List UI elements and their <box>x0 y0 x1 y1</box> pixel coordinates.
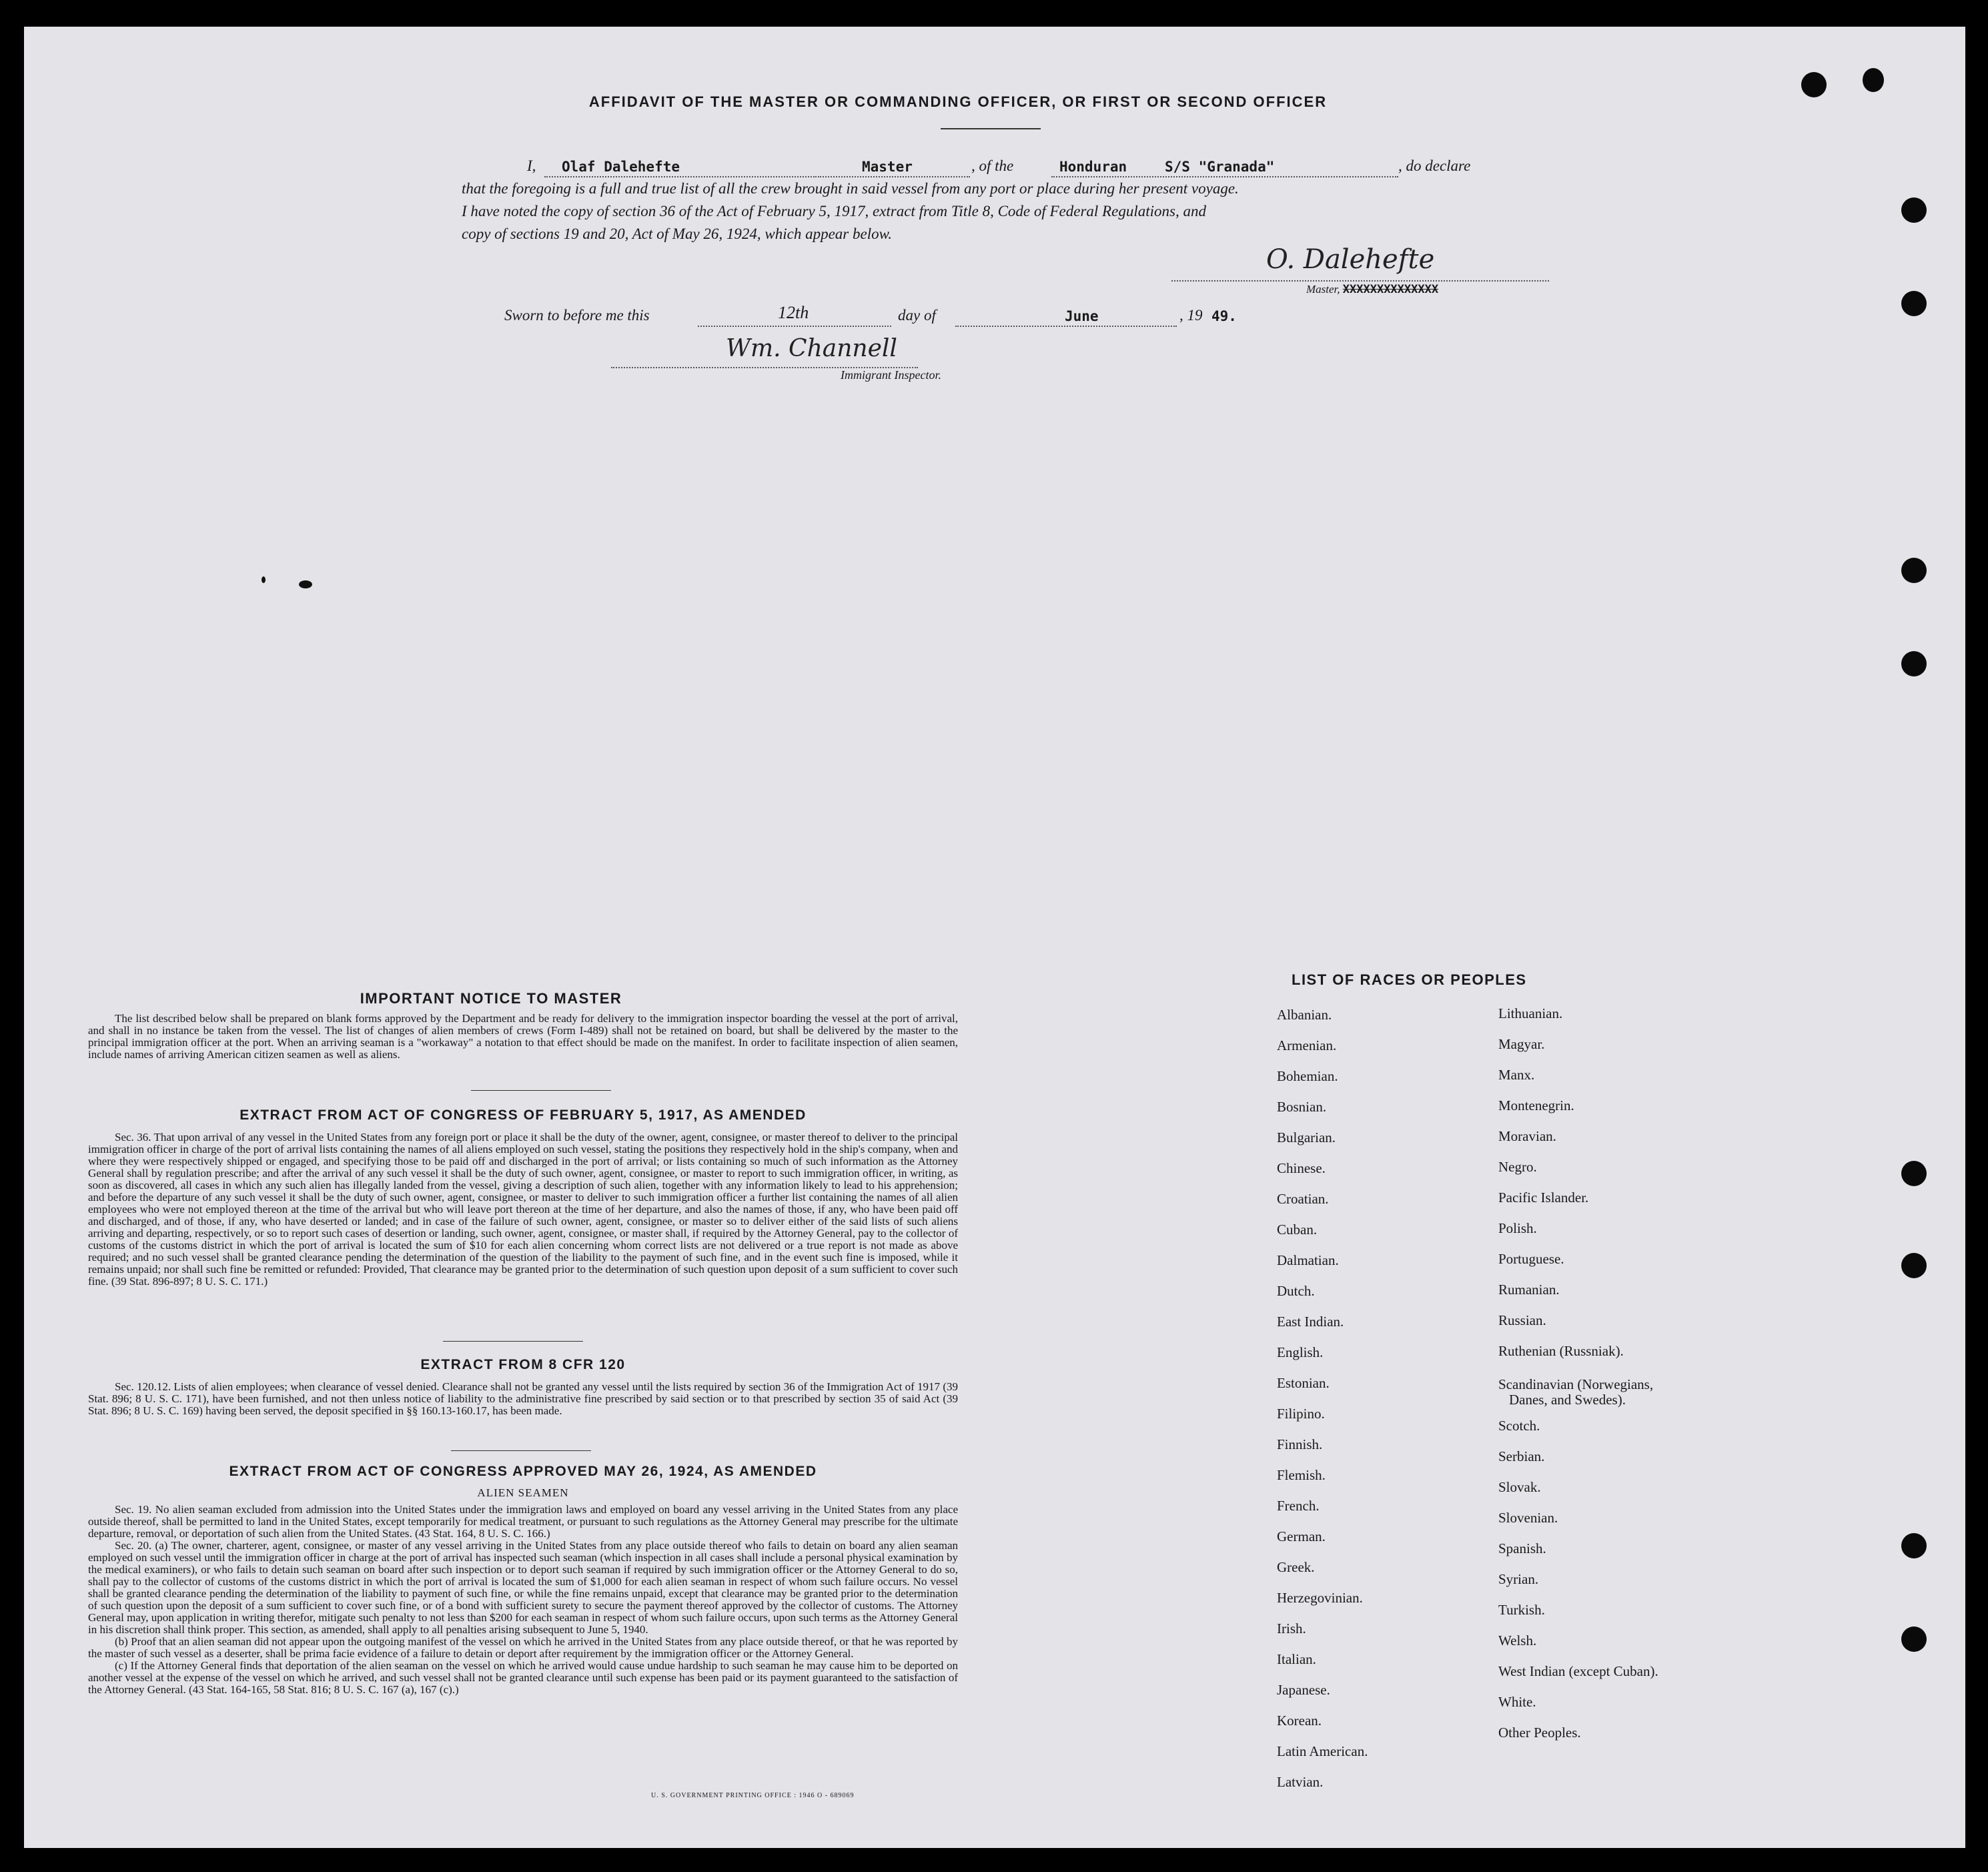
punch-hole-icon <box>1901 291 1927 316</box>
race-list-item: Latvian. <box>1277 1774 1324 1790</box>
master-label <box>1306 283 1438 296</box>
struck-out-label: XXXXXXXXXXXXXX <box>1342 283 1439 296</box>
race-list-item: Syrian. <box>1498 1571 1539 1587</box>
extract-cfr-title: EXTRACT FROM 8 CFR 120 <box>420 1357 626 1372</box>
section-20b-paragraph: (b) Proof that an alien seaman did not appear upon the outgoing manifest of the vessel on which he arrived in the United States from any place outside thereof, or that he was reported by the master of such vessel as a deserter, shall be prima facie evidence of a failure to detain or deport after requirement by the immigration officer or the Attorney General. <box>88 1635 958 1660</box>
name-dotted-line <box>544 176 817 177</box>
race-list-item: Serbian. <box>1498 1448 1545 1464</box>
punch-hole-icon <box>1901 1533 1927 1558</box>
race-list-item: Irish. <box>1277 1620 1306 1636</box>
extract-1924-text <box>88 1504 958 1696</box>
race-list-item: Bosnian. <box>1277 1099 1327 1115</box>
section-divider <box>443 1341 583 1342</box>
ink-blot <box>262 576 266 583</box>
affidavit-line-1 <box>504 157 1558 179</box>
punch-hole-icon <box>1901 558 1927 583</box>
sworn-text: Sworn to before me this <box>504 307 650 324</box>
race-list-item: Polish. <box>1498 1220 1537 1236</box>
race-list-item: Bohemian. <box>1277 1068 1338 1084</box>
extract-1917-paragraph: Sec. 36. That upon arrival of any vessel in the United States from any foreign port or place it shall be the duty of the owner, agent, consignee, or master thereof to deliver to the principal immigration officer in charge of the port of arrival lists containing the names of all aliens employed on such vessel, stating the positions they respectively hold in the ship's company, when and where they were respectively shipped or engaged, and specifying those to be paid off and discharged in the port of arrival; or lists containing so much of such information as the Attorney General shall by regulation prescribe; and after the arrival of any such vessel it shall be the duty of such owner, agent, consignee, or master to report to such immigration officer, in writing, as soon as discovered, all cases in which any such alien has illegally landed from the vessel, giving a description of such alien, together with any information likely to lead to his apprehension; and before the departure of any such vessel it shall be the duty of such owner, agent, consignee, or master to deliver to such immigration officer a further list containing the names of all alien employees who were not employed thereon at the time of the arrival but who will leave port thereon at the time of her departure, and also the names of those, if any, who have been paid off and discharged, and of those, if any, who have deserted or landed; and in case of the failure of such owner, agent, consignee, or master so to deliver either of the said lists of such aliens arriving and departing, respectively, or so to report such cases of desertion or landing, such owner, agent, consignee, or master shall, if required by the Attorney General, pay to the collector of customs of the customs district in which the port of arrival is located the sum of $10 for each alien concerning whom correct lists are not delivered or a true report is not made as above required; and no such vessel shall be granted clearance pending the determination of the question of the liability to the payment of such fine, and in the event such fine is imposed, while it remains unpaid; nor shall such fine be remitted or refunded: Provided, That clearance may be granted prior to the determination of such question upon deposit of a sum sufficient to cover such fine. (39 Stat. 896-897; 8 U. S. C. 171.) <box>88 1131 958 1288</box>
race-list-item: Korean. <box>1277 1713 1322 1729</box>
sworn-year: 49. <box>1211 308 1237 324</box>
affidavit-line-2: that the foregoing is a full and true list of all the crew brought in said vessel from any port or place during her present voyage. <box>462 180 1239 197</box>
notice-text <box>88 1013 958 1061</box>
race-list-item: Italian. <box>1277 1651 1316 1667</box>
race-list-item: Slovak. <box>1498 1479 1541 1495</box>
race-list-item: Welsh. <box>1498 1632 1537 1649</box>
race-list-item: Latin American. <box>1277 1743 1368 1759</box>
inspector-label: Immigrant Inspector. <box>841 368 941 382</box>
of-the-text: , of the <box>971 157 1014 174</box>
races-title: LIST OF RACES OR PEOPLES <box>1292 971 1527 988</box>
affidavit-line-3: I have noted the copy of section 36 of the Act of February 5, 1917, extract from Title 8, Code of Federal Regulations, and <box>462 203 1206 219</box>
race-list-item: Flemish. <box>1277 1467 1326 1483</box>
inspector-signature: Wm. Channell <box>726 335 897 362</box>
race-list-item: Dalmatian. <box>1277 1252 1339 1268</box>
race-list-item: Negro. <box>1498 1159 1537 1175</box>
master-signature: O. Dalehefte <box>1266 244 1435 275</box>
race-list-item: Other Peoples. <box>1498 1725 1581 1741</box>
race-list-item: Filipino. <box>1277 1406 1325 1422</box>
extract-1917-text <box>88 1131 958 1288</box>
race-list-item: Finnish. <box>1277 1436 1323 1452</box>
race-list-item: Herzegovinian. <box>1277 1590 1363 1606</box>
race-list-item: East Indian. <box>1277 1314 1344 1330</box>
punch-hole-icon <box>1801 72 1827 97</box>
rank-dotted-line <box>818 176 970 177</box>
race-list-item: Chinese. <box>1277 1160 1326 1176</box>
section-20a-paragraph: Sec. 20. (a) The owner, charterer, agent, consignee, or master of any vessel arriving in the United States from any place outside thereof who fails to detain on board any alien seaman employed on such vessel until the immigration officer in charge at the port of arrival has inspected such seaman (which inspection in all cases shall include a personal physical examination by the medical examiners), or who fails to detain such seaman on board after such inspection or to deport such seaman if required by such immigration officer or the Attorney General to do so, shall pay to the collector of customs of the customs district in which the port of arrival is located the sum of $1,000 for each alien seaman in respect of whom such failure occurs. No vessel shall be granted clearance pending the determination of the liability to payment of such fine, or while the fine remains unpaid, except that clearance may be granted prior to the determination of such question upon the deposit of a sum sufficient to cover such fine, or of a bond with sufficient surety to secure the payment thereof approved by the collector of customs. The Attorney General may, upon application in writing therefor, mitigate such penalty to not less than $200 for each seaman in respect of whom such failure occurs, upon such terms as the Attorney General in his discretion shall think proper. This section, as amended, shall apply to all penalties arising subsequent to June 5, 1940. <box>88 1539 958 1636</box>
do-declare-text: , do declare <box>1398 157 1471 174</box>
race-list-item: Ruthenian (Russniak). <box>1498 1343 1624 1359</box>
printer-imprint: U. S. GOVERNMENT PRINTING OFFICE : 1946 O - 689069 <box>651 1792 855 1799</box>
race-list-item: Magyar. <box>1498 1036 1545 1052</box>
race-list-item: Bulgarian. <box>1277 1129 1336 1145</box>
sworn-line <box>504 303 1372 330</box>
race-list-item: West Indian (except Cuban). <box>1498 1663 1658 1679</box>
notice-paragraph: The list described below shall be prepared on blank forms approved by the Department and be ready for delivery to the immigration inspector boarding the vessel at the port of arrival, and shall in no instance be taken from the vessel. The list of changes of alien members of crews (Form I-489) shall not be retained on board, but shall be delivered by the master to the principal immigration officer at the port. When an arriving seaman is a "workaway" a notation to that effect should be made on the manifest. In order to facilitate inspection of alien seamen, include names of arriving American citizen seamen as well as aliens. <box>88 1012 958 1061</box>
race-list-item: Russian. <box>1498 1312 1546 1328</box>
race-list-item: Moravian. <box>1498 1128 1556 1144</box>
race-list-item: Japanese. <box>1277 1682 1330 1698</box>
notice-title: IMPORTANT NOTICE TO MASTER <box>360 990 622 1007</box>
section-20c-paragraph: (c) If the Attorney General finds that deportation of the alien seaman on the vessel on which he arrived would cause undue hardship to such seaman he may cause him to be deported on another vessel at the expense of the vessel on which he arrived, and such vessel shall not be granted clearance until such expense has been paid or its payment guaranteed to the satisfaction of the Attorney General. (43 Stat. 164-165, 58 Stat. 816; 8 U. S. C. 167 (a), 167 (c).) <box>88 1659 958 1696</box>
document-page <box>24 27 1965 1848</box>
race-list-item: English. <box>1277 1344 1324 1360</box>
race-list-item: Pacific Islander. <box>1498 1190 1589 1206</box>
race-list-item: French. <box>1277 1498 1320 1514</box>
races-left-column <box>1277 999 1368 1797</box>
signature-dotted-line <box>1171 280 1549 282</box>
month-dotted-line <box>955 326 1177 327</box>
day-dotted-line <box>698 326 891 327</box>
affidavit-title: AFFIDAVIT OF THE MASTER OR COMMANDING OFFICER, OR FIRST OR SECOND OFFICER <box>588 93 1328 110</box>
race-list-item: Portuguese. <box>1498 1251 1564 1267</box>
races-right-column <box>1498 998 1658 1748</box>
title-divider <box>941 128 1041 129</box>
sworn-day: 12th <box>778 303 809 322</box>
section-divider <box>451 1450 591 1451</box>
extract-1924-title: EXTRACT FROM ACT OF CONGRESS APPROVED MAY 26, 1924, AS AMENDED <box>229 1464 817 1479</box>
affidavit-line-4: copy of sections 19 and 20, Act of May 26, 1924, which appear below. <box>462 225 892 242</box>
race-list-item: Danes, and Swedes). <box>1509 1392 1626 1408</box>
section-divider <box>471 1090 611 1091</box>
race-list-item: Lithuanian. <box>1498 1005 1563 1021</box>
year-prefix: , 19 <box>1179 307 1203 324</box>
race-list-item: Manx. <box>1498 1067 1535 1083</box>
ink-blot <box>299 580 312 588</box>
punch-hole-icon <box>1901 651 1927 676</box>
extract-1917-title: EXTRACT FROM ACT OF CONGRESS OF FEBRUARY 5, 1917, AS AMENDED <box>239 1107 807 1123</box>
punch-hole-icon <box>1863 68 1884 92</box>
extract-1924-subtitle: ALIEN SEAMEN <box>477 1486 569 1499</box>
race-list-item: White. <box>1498 1694 1536 1710</box>
punch-hole-icon <box>1901 1161 1927 1186</box>
race-list-item: Spanish. <box>1498 1540 1546 1556</box>
race-list-item: Turkish. <box>1498 1602 1545 1618</box>
vessel-name: S/S "Granada" <box>1165 159 1275 175</box>
race-list-item: Scotch. <box>1498 1418 1540 1434</box>
race-list-item: Estonian. <box>1277 1375 1330 1391</box>
extract-cfr-text <box>88 1381 958 1417</box>
race-list-item: Scandinavian (Norwegians, <box>1498 1376 1654 1392</box>
day-of-text: day of <box>898 307 936 324</box>
race-list-item: Croatian. <box>1277 1191 1329 1207</box>
race-list-item: Greek. <box>1277 1559 1315 1575</box>
race-list-item: Montenegrin. <box>1498 1097 1574 1113</box>
race-list-item: Dutch. <box>1277 1283 1315 1299</box>
master-label-text: Master, <box>1306 283 1340 296</box>
vessel-dotted-line <box>1051 176 1398 177</box>
race-list-item: Rumanian. <box>1498 1282 1560 1298</box>
race-list-item: Cuban. <box>1277 1222 1318 1238</box>
extract-cfr-paragraph: Sec. 120.12. Lists of alien employees; when clearance of vessel denied. Clearance shall not be granted any vessel until the lists required by section 36 of the Immigration Act of 1917 (39 Stat. 896; 8 U. S. C. 171), have been furnished, and not then unless notice of liability to the administrative fine prescribed by said section or to that prescribed by section 35 of said Act (39 Stat. 896; 8 U. S. C. 169) having been served, the deposit specified in §§ 160.13-160.17, has been made. <box>88 1380 958 1417</box>
section-19-paragraph: Sec. 19. No alien seaman excluded from admission into the United States under the immigration laws and employed on board any vessel arriving in the United States from any place outside thereof, shall be permitted to land in the United States, except temporarily for medical treatment, or pursuant to such regulations as the Attorney General may prescribe for the ultimate departure, removal, or deportation of such alien from the United States. (43 Stat. 164, 8 U. S. C. 166.) <box>88 1503 958 1540</box>
race-list-item: Albanian. <box>1277 1007 1332 1023</box>
punch-hole-icon <box>1901 1253 1927 1278</box>
sworn-month: June <box>1065 308 1099 324</box>
punch-hole-icon <box>1901 1626 1927 1652</box>
race-list-item: German. <box>1277 1528 1326 1544</box>
master-name: Olaf Dalehefte <box>562 159 680 175</box>
race-list-item: Armenian. <box>1277 1037 1337 1053</box>
race-list-item: Slovenian. <box>1498 1510 1558 1526</box>
master-rank: Master <box>862 159 913 175</box>
affidavit-i: I, <box>527 157 536 174</box>
punch-hole-icon <box>1901 197 1927 223</box>
vessel-nationality: Honduran <box>1059 159 1127 175</box>
